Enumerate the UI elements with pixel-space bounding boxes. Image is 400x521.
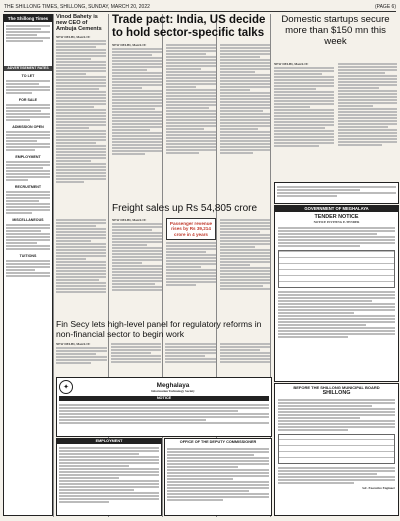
story-trade-body <box>112 43 270 198</box>
employment-header: EMPLOYMENT <box>57 439 161 444</box>
column-rule <box>53 14 54 517</box>
section-heading: MISCELLANEOUS <box>12 218 44 222</box>
meghalaya-it-ad <box>56 377 272 437</box>
section-heading: TO LET <box>21 74 35 78</box>
municipal-footer: Sd/- Executive Engineer <box>362 486 395 490</box>
dc-header: OFFICE OF THE DEPUTY COMMISSIONER <box>179 440 257 444</box>
tender-table <box>278 250 395 288</box>
masthead-left: THE SHILLONG TIMES, SHILLONG, SUNDAY, MARCH 20, 2022 <box>4 3 150 10</box>
emblem-icon: ✦ <box>59 380 73 394</box>
municipal-board-ad <box>274 383 399 516</box>
section-heading: EMPLOYMENT <box>15 155 41 159</box>
story-startups-body <box>274 62 397 180</box>
section-heading: ADMISSION OPEN <box>12 125 44 129</box>
deputy-commissioner-ad <box>164 438 272 516</box>
municipal-table <box>278 434 395 464</box>
story-dateline: NEW DELHI, March 19: <box>112 218 147 222</box>
story-headline-startups: Domestic startups secure more than $150 mn this week <box>281 14 390 47</box>
story-dateline: NEW DELHI, March 19: <box>274 62 309 66</box>
meghalaya-notice: NOTICE <box>59 396 269 401</box>
story-body <box>56 40 106 183</box>
municipal-title: SHILLONG <box>322 390 351 396</box>
section-heading: TUITIONS <box>19 254 37 258</box>
sidebar-intro <box>4 22 52 66</box>
story-finsecy-body <box>56 342 270 374</box>
classifieds-sidebar <box>3 14 53 516</box>
story-column-continuation <box>56 218 106 318</box>
employment-ad <box>56 438 162 516</box>
section-heading: RECRUITMENT <box>14 185 42 189</box>
sidebar-listings <box>4 71 52 280</box>
story-headline: Vinod Bahety is new CEO of Ambuja Cements <box>56 14 102 33</box>
meghalaya-subtitle: Information Technology Society <box>151 388 195 393</box>
section-heading: FOR SALE <box>18 98 38 102</box>
sidebar-ad-header: ADVERTISEMENT RATES <box>4 66 52 71</box>
story-headline-freight: Freight sales up Rs 54,805 crore <box>112 203 258 214</box>
story-dateline: NEW DELHI, March 19: <box>56 34 91 39</box>
municipal-header: BEFORE THE SHILLONG MUNICIPAL BOARD <box>293 385 380 390</box>
story-vinod <box>56 14 106 214</box>
story-headline-finsecy: Fin Secy lets high-level panel for regulatory reforms in non-financial sector to begin work <box>56 319 262 339</box>
masthead-right: (PAGE 6) <box>374 3 396 10</box>
story-headline-trade: Trade pact: India, US decide to hold sector-specific talks <box>112 14 266 39</box>
small-ad <box>274 182 399 204</box>
tender-subtitle: NOTICE INVITING E-TENDER <box>313 220 360 224</box>
story-dateline: NEW DELHI, March 19: <box>112 43 147 47</box>
story-freight-body <box>112 218 270 318</box>
tender-title: TENDER NOTICE <box>314 214 359 220</box>
meghalaya-title: Meghalaya <box>156 381 190 389</box>
sidebar-title: The Shillong Times <box>4 15 52 22</box>
masthead <box>4 2 396 12</box>
freight-callout-text: Passenger revenue rises by Rs 39,214 crore in 4 years <box>169 221 213 237</box>
tender-notice-ad <box>274 205 399 382</box>
freight-callout <box>166 218 216 240</box>
story-dateline: NEW DELHI, March 19: <box>56 342 91 346</box>
tender-header: GOVERNMENT OF MEGHALAYA <box>275 206 398 212</box>
